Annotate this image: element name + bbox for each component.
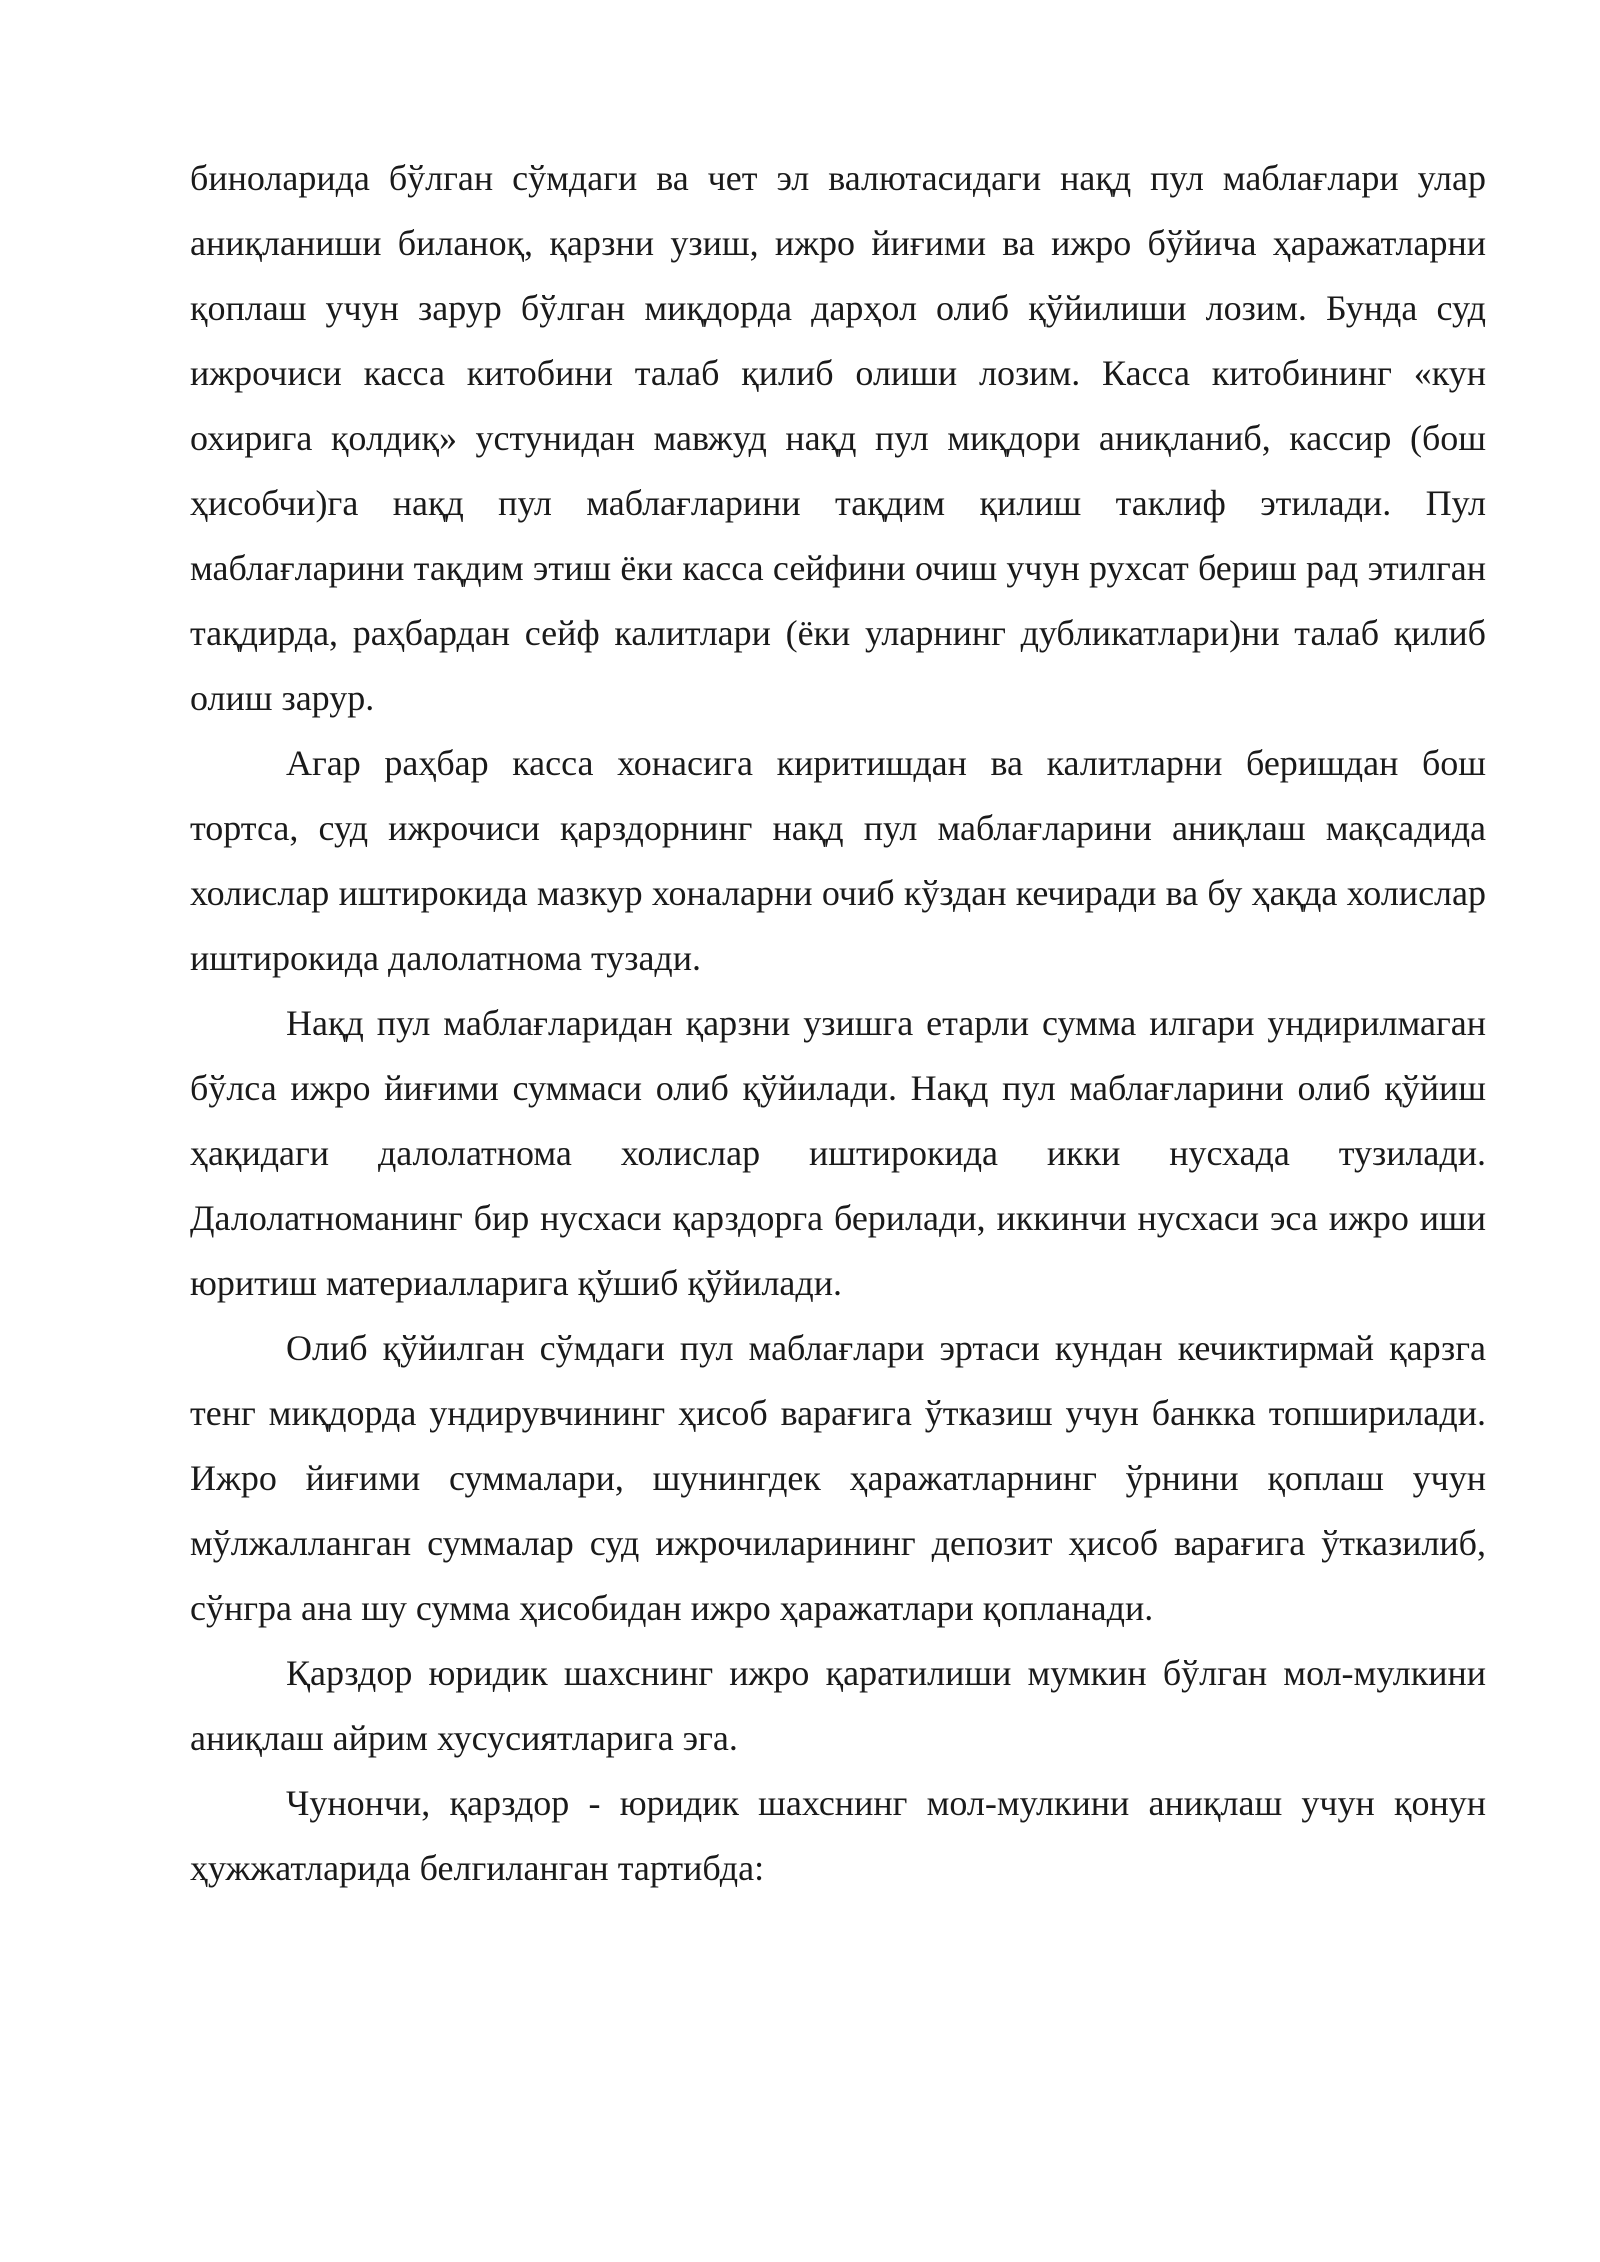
document-body [190, 146, 1486, 1901]
paragraph-2: Агар раҳбар касса хонасига киритишдан ва калитларни беришдан бош тортса, суд ижрочиси қарздорнинг нақд пул маблағларини аниқлаш мақсадида холислар иштирокида мазкур хоналарни очиб кўздан кечиради ва бу ҳақда холислар иштирокида далолатнома тузади. [190, 743, 1486, 978]
paragraph-5: Қарздор юридик шахснинг ижро қаратилиши мумкин бўлган мол-мулкини аниқлаш айрим хусусиятларига эга. [190, 1653, 1486, 1758]
paragraph-1: биноларида бўлган сўмдаги ва чет эл валютасидаги нақд пул маблағлари улар аниқланиши биланоқ, қарзни узиш, ижро йиғими ва ижро бўйича ҳаражатларни қоплаш учун зарур бўлган миқдорда дарҳол олиб қўйилиши лозим. Бунда суд ижрочиси касса китобини талаб қилиб олиши лозим. Касса китобининг «кун охирига қолдиқ» устунидан мавжуд нақд пул миқдори аниқланиб, кассир (бош ҳисобчи)га нақд пул маблағларини тақдим қилиш таклиф этилади. Пул маблағларини тақдим этиш ёки касса сейфини очиш учун рухсат бериш рад этилган тақдирда, раҳбардан сейф калитлари (ёки уларнинг дубликатлари)ни талаб қилиб олиш зарур. [190, 158, 1486, 718]
paragraph-6: Чунончи, қарздор - юридик шахснинг мол-мулкини аниқлаш учун қонун ҳужжатларида белгиланган тартибда: [190, 1783, 1486, 1888]
paragraph-4: Олиб қўйилган сўмдаги пул маблағлари эртаси кундан кечиктирмай қарзга тенг миқдорда ундирувчининг ҳисоб варағига ўтказиш учун банкка топширилади. Ижро йиғими суммалари, шунингдек ҳаражатларнинг ўрнини қоплаш учун мўлжалланган суммалар суд ижрочиларининг депозит ҳисоб варағига ўтказилиб, сўнгра ана шу сумма ҳисобидан ижро ҳаражатлари қопланади. [190, 1328, 1486, 1628]
paragraph-3: Нақд пул маблағларидан қарзни узишга етарли сумма илгари ундирилмаган бўлса ижро йиғими суммаси олиб қўйилади. Нақд пул маблағларини олиб қўйиш ҳақидаги далолатнома холислар иштирокида икки нусхада тузилади. Далолатноманинг бир нусхаси қарздорга берилади, иккинчи нусхаси эса ижро иши юритиш материалларига қўшиб қўйилади. [190, 1003, 1486, 1303]
